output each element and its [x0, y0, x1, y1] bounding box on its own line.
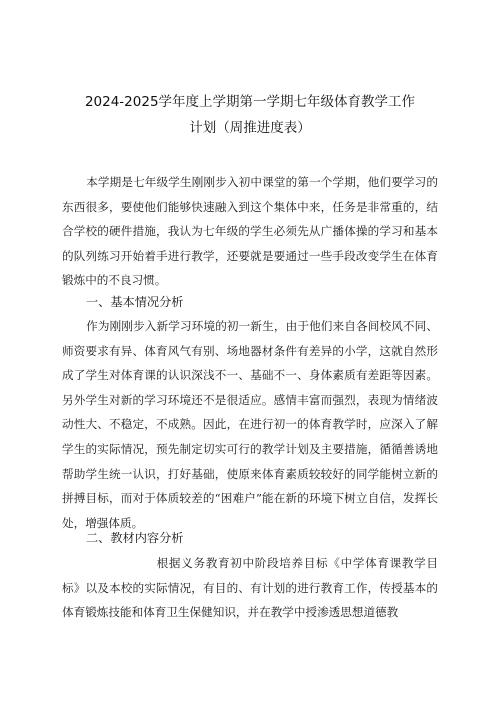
section2-paragraph — [62, 551, 438, 625]
intro-paragraph — [62, 170, 438, 293]
section2-heading: 二、教材内容分析 — [86, 531, 184, 545]
section1-heading: 一、基本情况分析 — [86, 295, 184, 309]
section1-text: 作为刚刚步入新学习环境的初一新生，由于他们来自各间校风不同、师资要求有异、体育风气有别、场地器材条件有差异的小学，这就自然形成了学生对体育课的认识深浅不一、基础不一、身体素质有差距等因素。另外学生对新的学习环境还不是很适应。感情丰富而强烈，表现为情绪波动性大、不稳定，不成熟。因此，在进行初一的体育教学时，应深入了解学生的实际情况，预先制定切实可行的教学计划及主要措施，循循善诱地帮助学生统一认识，打好基础，使原来体育素质较较好的同学能树立新的拼搏目标，而对于体质较差的“困难户”能在新的环境下树立自信，发挥长处，增强体质。 — [62, 319, 438, 530]
intro-text: 本学期是七年级学生刚刚步入初中课堂的第一个学期，他们要学习的东西很多，要使他们能够快速融入到这个集体中来，任务是非常重的，结合学校的硬件措施，我认为七年级的学生必须先从广播体操的学习和基本的队列练习开始着手进行教学，还要就是要通过一些手段改变学生在体育锻炼中的不良习惯。 — [62, 175, 438, 288]
section1-paragraph — [62, 314, 438, 535]
section2-text: 根据义务教育初中阶段培养目标《中学体育课教学目标》以及本校的实际情况，有目的、有计划的进行教育工作，传授基本的体育锻炼技能和体育卫生保健知识，并在教学中授渗透思想道德教 — [62, 556, 438, 620]
document-title-line2: 计划（周推进度表） — [189, 120, 311, 136]
document-title-line1: 2024-2025学年度上学期第一学期七年级体育教学工作 — [84, 94, 416, 110]
